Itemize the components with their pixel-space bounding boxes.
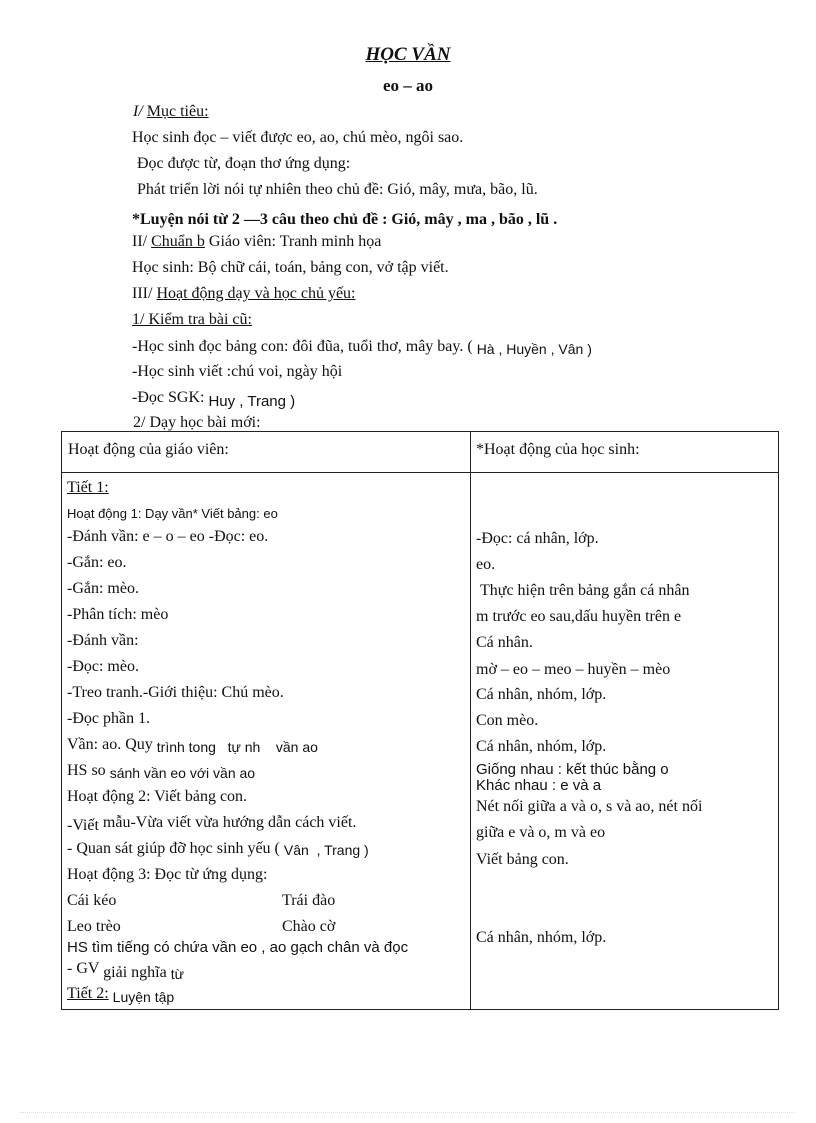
prep-student: Học sinh: Bộ chữ cái, toán, bảng con, vở tập viết. <box>132 259 449 276</box>
objective-line-3: Phát triển lời nói tự nhiên theo chủ đề: Gió, mây, mưa, bão, lũ. <box>137 181 538 198</box>
objectives-heading <box>133 103 209 121</box>
activities-heading <box>132 285 356 303</box>
page-title: HỌC VẦN <box>365 44 451 65</box>
teacher-line-part: Vần: ao. Quy <box>67 736 153 753</box>
teacher-cell <box>62 473 471 1010</box>
teacher-line <box>67 736 318 754</box>
header-cell-student <box>471 432 779 473</box>
student-line: Cá nhân, nhóm, lớp. <box>476 929 607 946</box>
teacher-line: -Đánh vần: <box>67 632 139 649</box>
teacher-line: Tiết 1: <box>67 479 109 496</box>
student-line: Cá nhân, nhóm, lớp. <box>476 738 607 755</box>
review-heading: 1/ Kiểm tra bài cũ: <box>132 311 252 328</box>
student-content <box>471 473 778 1009</box>
activities-heading-num: III/ <box>132 285 157 302</box>
teacher-line: -Phân tích: mèo <box>67 606 169 623</box>
review-line-3 <box>132 389 296 410</box>
teacher-line-part: từ <box>170 966 184 982</box>
teacher-line-part: sánh vần eo với vần ao <box>109 765 256 781</box>
student-line: giữa e và o, m và eo <box>476 824 606 841</box>
activities-heading-text: Hoạt động dạy và học chủ yếu: <box>156 285 356 302</box>
review-line-1-text: -Học sinh đọc bảng con: đôi đũa, tuổi thơ, mây bay. ( <box>132 338 473 355</box>
teacher-line: -Đọc: mèo. <box>67 658 139 675</box>
student-line: mờ – eo – meo – huyền – mèo <box>476 661 671 678</box>
teacher-line: Hoạt động 2: Viết bảng con. <box>67 788 248 805</box>
student-line: m trước eo sau,dấu huyền trên e <box>476 608 682 625</box>
page-footer-divider <box>20 1112 796 1113</box>
prep-heading <box>132 233 381 251</box>
review-line-1-names: Hà , Huyền , Vân ) <box>476 341 592 357</box>
review-line-1 <box>132 338 592 356</box>
teacher-line-part: - Quan sát giúp đỡ học sinh yếu ( <box>67 840 280 857</box>
student-line: Khác nhau : e và a <box>476 777 602 794</box>
objective-line-4: *Luyện nói từ 2 —3 câu theo chủ đề : Gió, mây , ma , bão , lũ . <box>132 211 558 228</box>
objectives-heading-num: I/ <box>133 103 147 120</box>
column-header-teacher: Hoạt động của giáo viên: <box>68 441 229 458</box>
teacher-content <box>62 473 470 1009</box>
teacher-line-part: giải nghĩa <box>103 964 167 981</box>
prep-teacher: Giáo viên: Tranh minh họa <box>208 233 382 250</box>
student-line: Con mèo. <box>476 712 539 729</box>
objective-line-2: Đọc được từ, đoạn thơ ứng dụng: <box>137 155 351 172</box>
new-lesson-heading: 2/ Dạy học bài mới: <box>133 414 261 431</box>
teacher-line-part: Vân , Trang ) <box>283 842 369 858</box>
teacher-line <box>67 985 174 1003</box>
teacher-line: Hoạt động 3: Đọc từ ứng dụng: <box>67 866 268 883</box>
teacher-line-part: Tiết 2: <box>67 985 109 1002</box>
teacher-line <box>67 814 356 832</box>
column-header-student: *Hoạt động của học sinh: <box>476 441 640 458</box>
page-subtitle: eo – ao <box>382 76 434 95</box>
teacher-line: -Đọc phần 1. <box>67 710 151 727</box>
student-line: Viết bảng con. <box>476 851 569 868</box>
teacher-line-part: mẫu-Vừa viết vừa hướng dẫn cách viết. <box>102 814 357 831</box>
lesson-table <box>61 431 779 1010</box>
objectives-heading-text: Mục tiêu: <box>146 103 209 120</box>
teacher-line: -Gắn: eo. <box>67 554 127 571</box>
header-cell-teacher <box>62 432 471 473</box>
student-line: Cá nhân, nhóm, lớp. <box>476 686 607 703</box>
objective-line-1: Học sinh đọc – viết được eo, ao, chú mèo, ngôi sao. <box>132 129 464 146</box>
student-cell <box>471 473 779 1010</box>
student-line: -Đọc: cá nhân, lớp. <box>476 530 599 547</box>
teacher-line: Hoạt động 1: Dạy vần* Viết bảng: eo <box>67 506 278 521</box>
teacher-line-part: trình tong tự nh vần ao <box>156 739 318 755</box>
teacher-line: HS tìm tiếng có chứa vần eo , ao gạch chân và đọc <box>67 939 409 956</box>
teacher-line: Cái kéo <box>67 892 117 909</box>
teacher-line: -Đánh vần: e – o – eo -Đọc: eo. <box>67 528 269 545</box>
review-line-3-names: Huy , Trang ) <box>208 393 296 410</box>
student-line: Giống nhau : kết thúc bằng o <box>476 761 669 778</box>
teacher-line-part: -Viết <box>67 817 99 834</box>
review-line-3-text: -Đọc SGK: <box>132 389 205 406</box>
teacher-line: -Treo tranh.-Giới thiệu: Chú mèo. <box>67 684 284 701</box>
teacher-line: Chào cờ <box>282 918 336 935</box>
teacher-line <box>67 840 369 858</box>
teacher-line-part: Luyện tập <box>112 989 175 1005</box>
student-line: Nét nối giữa a và o, s và ao, nét nối <box>476 798 703 815</box>
teacher-line-part: - GV <box>67 960 100 977</box>
teacher-line: -Gắn: mèo. <box>67 580 139 597</box>
teacher-line <box>67 960 184 982</box>
student-line: eo. <box>476 556 496 573</box>
prep-heading-text: Chuẩn b <box>151 233 205 250</box>
prep-heading-num: II/ <box>132 233 152 250</box>
teacher-line-part: HS so <box>67 762 106 779</box>
student-line: Thực hiện trên bảng gắn cá nhân <box>480 582 690 599</box>
teacher-line: Leo trèo <box>67 918 121 935</box>
teacher-line: Trái đào <box>282 892 336 909</box>
teacher-line <box>67 762 255 780</box>
review-line-2: -Học sinh viết :chú voi, ngày hội <box>132 363 343 380</box>
student-line: Cá nhân. <box>476 634 533 651</box>
